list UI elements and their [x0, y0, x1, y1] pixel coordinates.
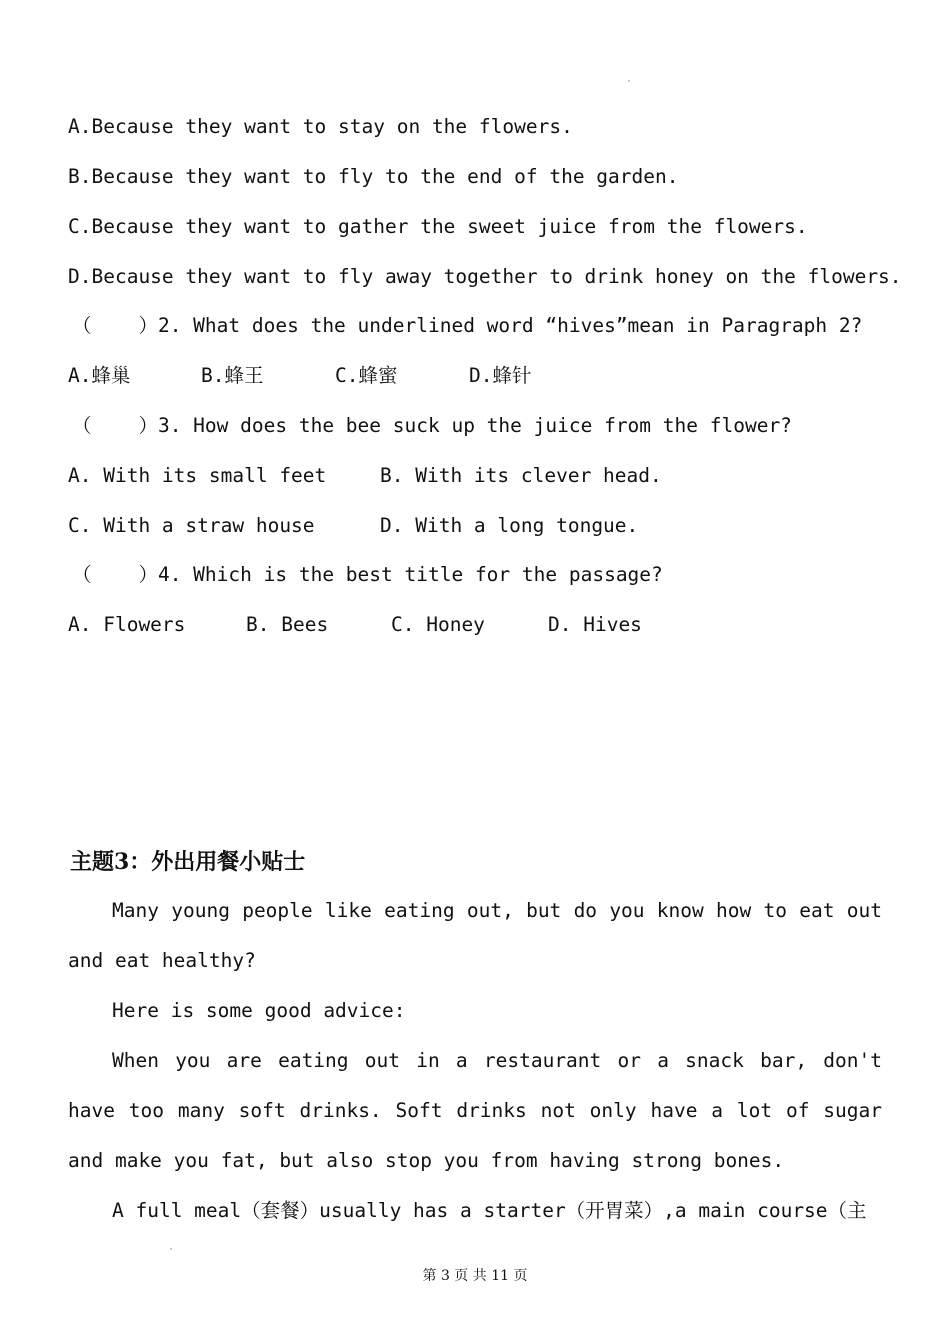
q1-option-b: B.Because they want to fly to the end of the garden. — [68, 165, 679, 188]
q2-stem: （ ）2. What does the underlined word “hives”mean in Paragraph 2? — [72, 314, 863, 337]
q1-option-d: D.Because they want to fly away together to drink honey on the flowers. — [68, 265, 902, 288]
q4-option-b: B. Bees — [246, 613, 329, 636]
q2-option-a: A.蜂巢 — [68, 364, 131, 387]
q3-option-d: D. With a long tongue. — [380, 514, 639, 537]
q3-option-b: B. With its clever head. — [380, 464, 662, 487]
paragraph-4: A full meal（套餐）usually has a starter（开胃菜）,a main course（主 — [112, 1199, 867, 1222]
scan-dot — [170, 1248, 172, 1250]
q4-option-c: C. Honey — [391, 613, 485, 636]
q3-stem: （ ）3. How does the bee suck up the juice from the flower? — [72, 414, 792, 437]
q2-option-b: B.蜂王 — [201, 364, 264, 387]
q1-option-c: C.Because they want to gather the sweet juice from the flowers. — [68, 215, 808, 238]
q2-option-c: C.蜂蜜 — [335, 364, 398, 387]
paragraph-2: Here is some good advice: — [112, 999, 406, 1022]
topic-heading: 主题3：外出用餐小贴士 — [70, 849, 306, 875]
scan-dot — [628, 80, 630, 82]
q4-option-a: A. Flowers — [68, 613, 186, 636]
paragraph-3: When you are eating out in a restaurant or a snack bar, don't have too many soft drinks. Soft drinks not only have a lot of sugar and make you fat, but also stop you from having strong bones. — [68, 1049, 882, 1172]
q3-option-c: C. With a straw house — [68, 514, 315, 537]
q1-option-a: A.Because they want to stay on the flowers. — [68, 115, 573, 138]
q4-option-d: D. Hives — [548, 613, 642, 636]
page-footer: 第 3 页 共 11 页 — [422, 1268, 528, 1284]
paragraph-1: Many young people like eating out, but do you know how to eat out and eat healthy? — [68, 899, 882, 972]
q3-option-a: A. With its small feet — [68, 464, 327, 487]
q4-stem: （ ）4. Which is the best title for the passage? — [72, 563, 663, 586]
q2-option-d: D.蜂针 — [469, 364, 532, 387]
